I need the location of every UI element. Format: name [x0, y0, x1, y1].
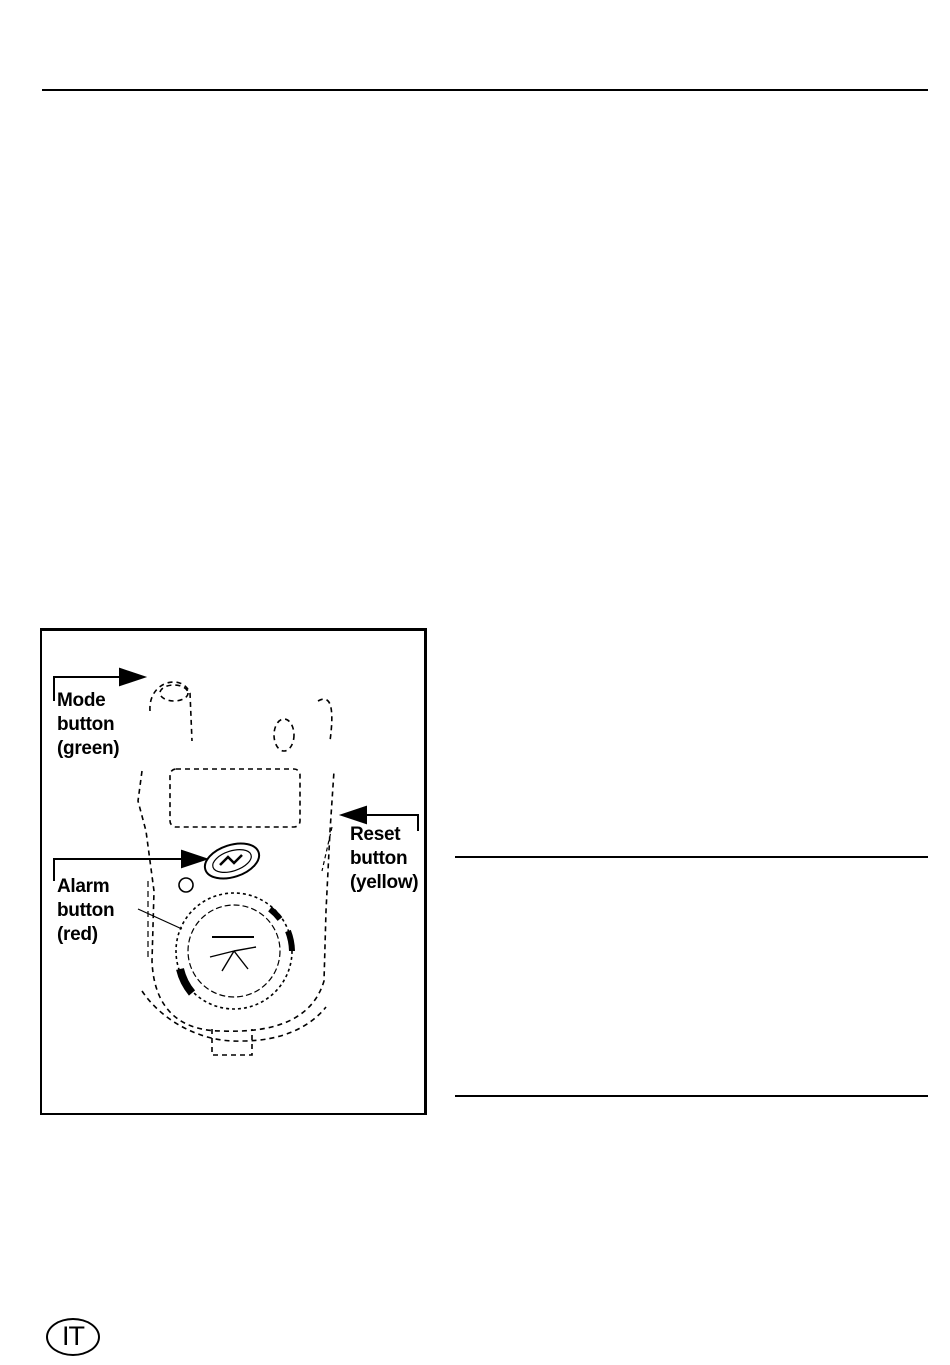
reset-button-label: Reset button (yellow): [350, 824, 419, 893]
device-figure: [40, 628, 427, 1115]
gauge-dial: [176, 893, 292, 1009]
section-rule-lower: [455, 1095, 928, 1097]
section-rule-upper: [455, 856, 928, 858]
header-rule: [42, 89, 928, 91]
alarm-button-label: Alarm button (red): [57, 876, 115, 945]
ring-hole: [179, 878, 193, 892]
language-badge: IT: [46, 1318, 100, 1356]
mode-button-label: Mode button (green): [57, 690, 120, 759]
alarm-button-shape: [200, 837, 263, 885]
device-body: [138, 682, 334, 1055]
leader-lines: [138, 827, 332, 961]
